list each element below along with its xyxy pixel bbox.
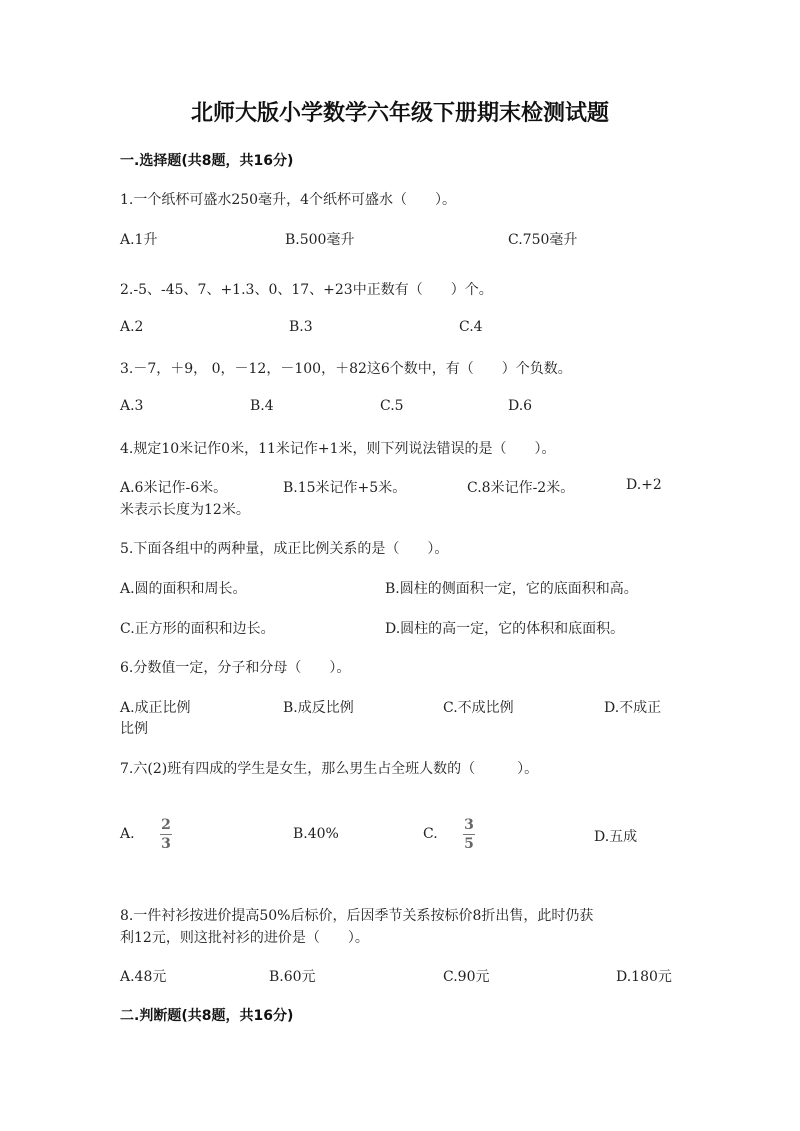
page-title: 北师大版小学数学六年级下册期末检测试题 xyxy=(190,101,609,126)
fraction-denominator: 3 xyxy=(161,836,171,852)
question-8-option-b[interactable]: B.60元 xyxy=(269,969,316,985)
question-6-option-c[interactable]: C.不成比例 xyxy=(443,700,514,716)
question-6-stem: 6.分数值一定，分子和分母（ ）。 xyxy=(120,660,351,676)
question-7-option-a-fraction xyxy=(160,818,172,851)
fraction-numerator: 3 xyxy=(464,817,474,833)
question-2-option-a[interactable]: A.2 xyxy=(120,319,144,335)
question-7-option-c[interactable]: C. xyxy=(423,826,438,842)
question-7-option-c-fraction xyxy=(463,818,475,851)
question-6-option-b[interactable]: B.成反比例 xyxy=(283,700,354,716)
question-8-option-c[interactable]: C.90元 xyxy=(443,969,490,985)
question-5-option-b[interactable]: B.圆柱的侧面积一定，它的底面积和高。 xyxy=(385,581,638,597)
question-1-option-b[interactable]: B.500毫升 xyxy=(285,232,355,248)
fraction-denominator: 5 xyxy=(464,836,474,852)
question-8-option-d[interactable]: D.180元 xyxy=(616,969,672,985)
question-4-stem: 4.规定10米记作0米，11米记作+1米，则下列说法错误的是（ ）。 xyxy=(120,441,556,457)
fraction-numerator: 2 xyxy=(161,817,171,833)
question-7-stem: 7.六(2)班有四成的学生是女生，那么男生占全班人数的（ ）。 xyxy=(120,761,539,777)
question-6-option-d[interactable]: D.不成正 xyxy=(604,700,662,716)
question-5-option-c[interactable]: C.正方形的面积和边长。 xyxy=(120,621,275,637)
question-4-option-d-continuation: 米表示长度为12米。 xyxy=(120,502,250,518)
question-1-stem: 1.一个纸杯可盛水250毫升，4个纸杯可盛水（ ）。 xyxy=(120,192,456,208)
question-3-stem: 3.－7，＋9， 0，－12，－100，＋82这6个数中，有（ ）个负数。 xyxy=(120,361,572,377)
question-3-option-b[interactable]: B.4 xyxy=(250,398,274,414)
question-5-option-a[interactable]: A.圆的面积和周长。 xyxy=(120,581,247,597)
question-3-option-c[interactable]: C.5 xyxy=(380,398,404,414)
question-7-option-b[interactable]: B.40% xyxy=(293,826,339,842)
question-4-option-c[interactable]: C.8米记作-2米。 xyxy=(467,480,575,496)
section-heading-judgment: 二.判断题(共8题，共16分) xyxy=(120,1008,294,1024)
question-8-stem: 8.一件衬衫按进价提高50%后标价，后因季节关系按标价8折出售，此时仍获 xyxy=(120,908,594,924)
question-4-option-a[interactable]: A.6米记作-6米。 xyxy=(120,480,228,496)
fraction-bar xyxy=(463,834,475,835)
question-8-stem-line2: 利12元，则这批衬衫的进价是（ ）。 xyxy=(120,930,369,946)
section-heading-choice: 一.选择题(共8题，共16分) xyxy=(120,153,294,169)
question-2-option-c[interactable]: C.4 xyxy=(459,319,483,335)
question-8-option-a[interactable]: A.48元 xyxy=(120,969,167,985)
question-1-option-a[interactable]: A.1升 xyxy=(120,232,158,248)
question-6-option-a[interactable]: A.成正比例 xyxy=(120,700,191,716)
question-2-stem: 2.-5、-45、7、+1.3、0、17、+23中正数有（ ）个。 xyxy=(120,282,493,298)
question-1-option-c[interactable]: C.750毫升 xyxy=(508,232,578,248)
question-5-stem: 5.下面各组中的两种量，成正比例关系的是（ ）。 xyxy=(120,541,449,557)
question-3-option-d[interactable]: D.6 xyxy=(508,398,533,414)
question-3-option-a[interactable]: A.3 xyxy=(120,398,144,414)
question-4-option-b[interactable]: B.15米记作+5米。 xyxy=(283,480,407,496)
question-4-option-d[interactable]: D.+2 xyxy=(626,477,662,493)
question-7-option-a[interactable]: A. xyxy=(120,826,135,842)
question-2-option-b[interactable]: B.3 xyxy=(289,319,313,335)
fraction-bar xyxy=(160,834,172,835)
question-7-option-d[interactable]: D.五成 xyxy=(594,829,638,845)
question-5-option-d[interactable]: D.圆柱的高一定，它的体积和底面积。 xyxy=(385,621,625,637)
question-6-option-d-continuation: 比例 xyxy=(120,721,148,737)
